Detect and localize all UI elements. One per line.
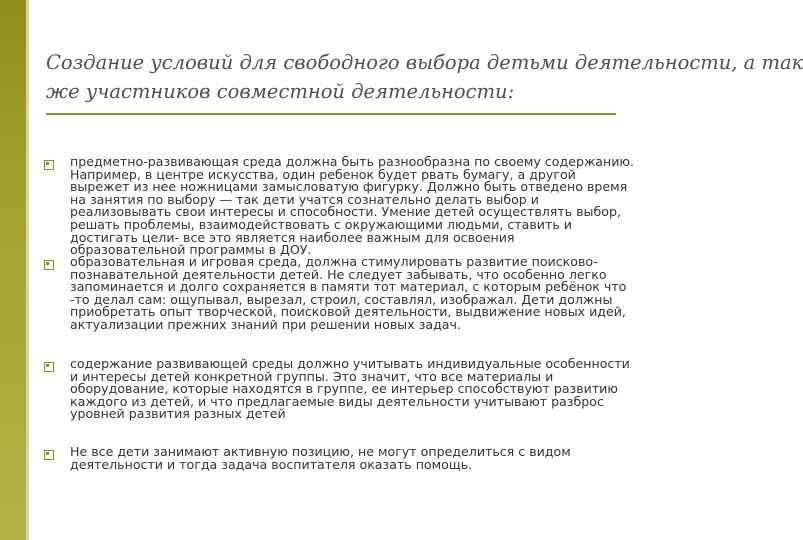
bullet-line: реализовывать свои интересы и способности. Умение детей осуществлять выбор, (70, 204, 621, 220)
decorative-side-bar (0, 0, 26, 540)
bullet-line: приобретать опыт творческой, поисковой деятельности, выдвижение новых идей, (70, 304, 626, 320)
square-bullet-icon (44, 160, 54, 170)
bullet-line: достигать цели- все это является наиболее важным для освоения (70, 229, 515, 245)
square-bullet-icon (44, 362, 54, 372)
bullet-line: образовательной программы в ДОУ. (70, 242, 312, 258)
bullet-text (70, 446, 706, 471)
bullet-line: каждого из детей, и что предлагаемые виды деятельности учитывают разброс (70, 393, 604, 409)
bullet-line: актуализации прежних знаний при решении новых задач. (70, 316, 461, 332)
bullet-line: и интересы детей конкретной группы. Это значит, что все материалы и (70, 368, 554, 384)
bullet-line: познавательной деятельности детей. Не следует забывать, что особенно легко (70, 266, 607, 282)
bullet-line: предметно-развивающая среда должна быть разнообразна по своему содержанию. (70, 154, 635, 169)
title-underline-divider (46, 113, 616, 115)
bullet-line: оборудование, которые находятся в группе, ее интерьер способствуют развитию (70, 381, 618, 397)
bullet-line: Не все дети занимают активную позицию, не могут определиться с видом (70, 444, 571, 459)
bullet-line: Например, в центре искусства, один ребенок будет рвать бумагу, а другой (70, 166, 576, 182)
bullet-line: содержание развивающей среды должно учитывать индивидуальные особенности (70, 356, 630, 371)
bullet-line: уровней развития разных детей (70, 406, 286, 422)
square-bullet-icon (44, 260, 54, 270)
bullet-line: вырежет из нее ножницами замысловатую фигурку. Должно быть отведено время (70, 179, 628, 195)
bullet-text (70, 358, 706, 421)
slide-title-line-1: Создание условий для свободного выбора детьми деятельности, а так (46, 51, 803, 74)
bullet-line: деятельности и тогда задача воспитателя оказать помощь. (70, 456, 473, 472)
slide-title (46, 48, 803, 106)
bullet-line: -то делал сам: ощупывал, вырезал, строил, составлял, изображал. Дети должны (70, 291, 613, 307)
bullet-line: запоминается и долго сохраняется в памяти тот материал, с которым ребёнок что (70, 279, 627, 295)
bullet-text (70, 156, 706, 257)
bullet-text (70, 256, 706, 332)
bullet-line: образовательная и игровая среда, должна стимулировать развитие поисково- (70, 254, 598, 269)
square-bullet-icon (44, 450, 54, 460)
slide-title-line-2: же участников совместной деятельности: (46, 80, 515, 103)
bullet-line: решать проблемы, взаимодействовать с окружающими людьми, ставить и (70, 216, 572, 232)
bullet-line: на занятия по выбору — так дети учатся сознательно делать выбор и (70, 191, 539, 207)
